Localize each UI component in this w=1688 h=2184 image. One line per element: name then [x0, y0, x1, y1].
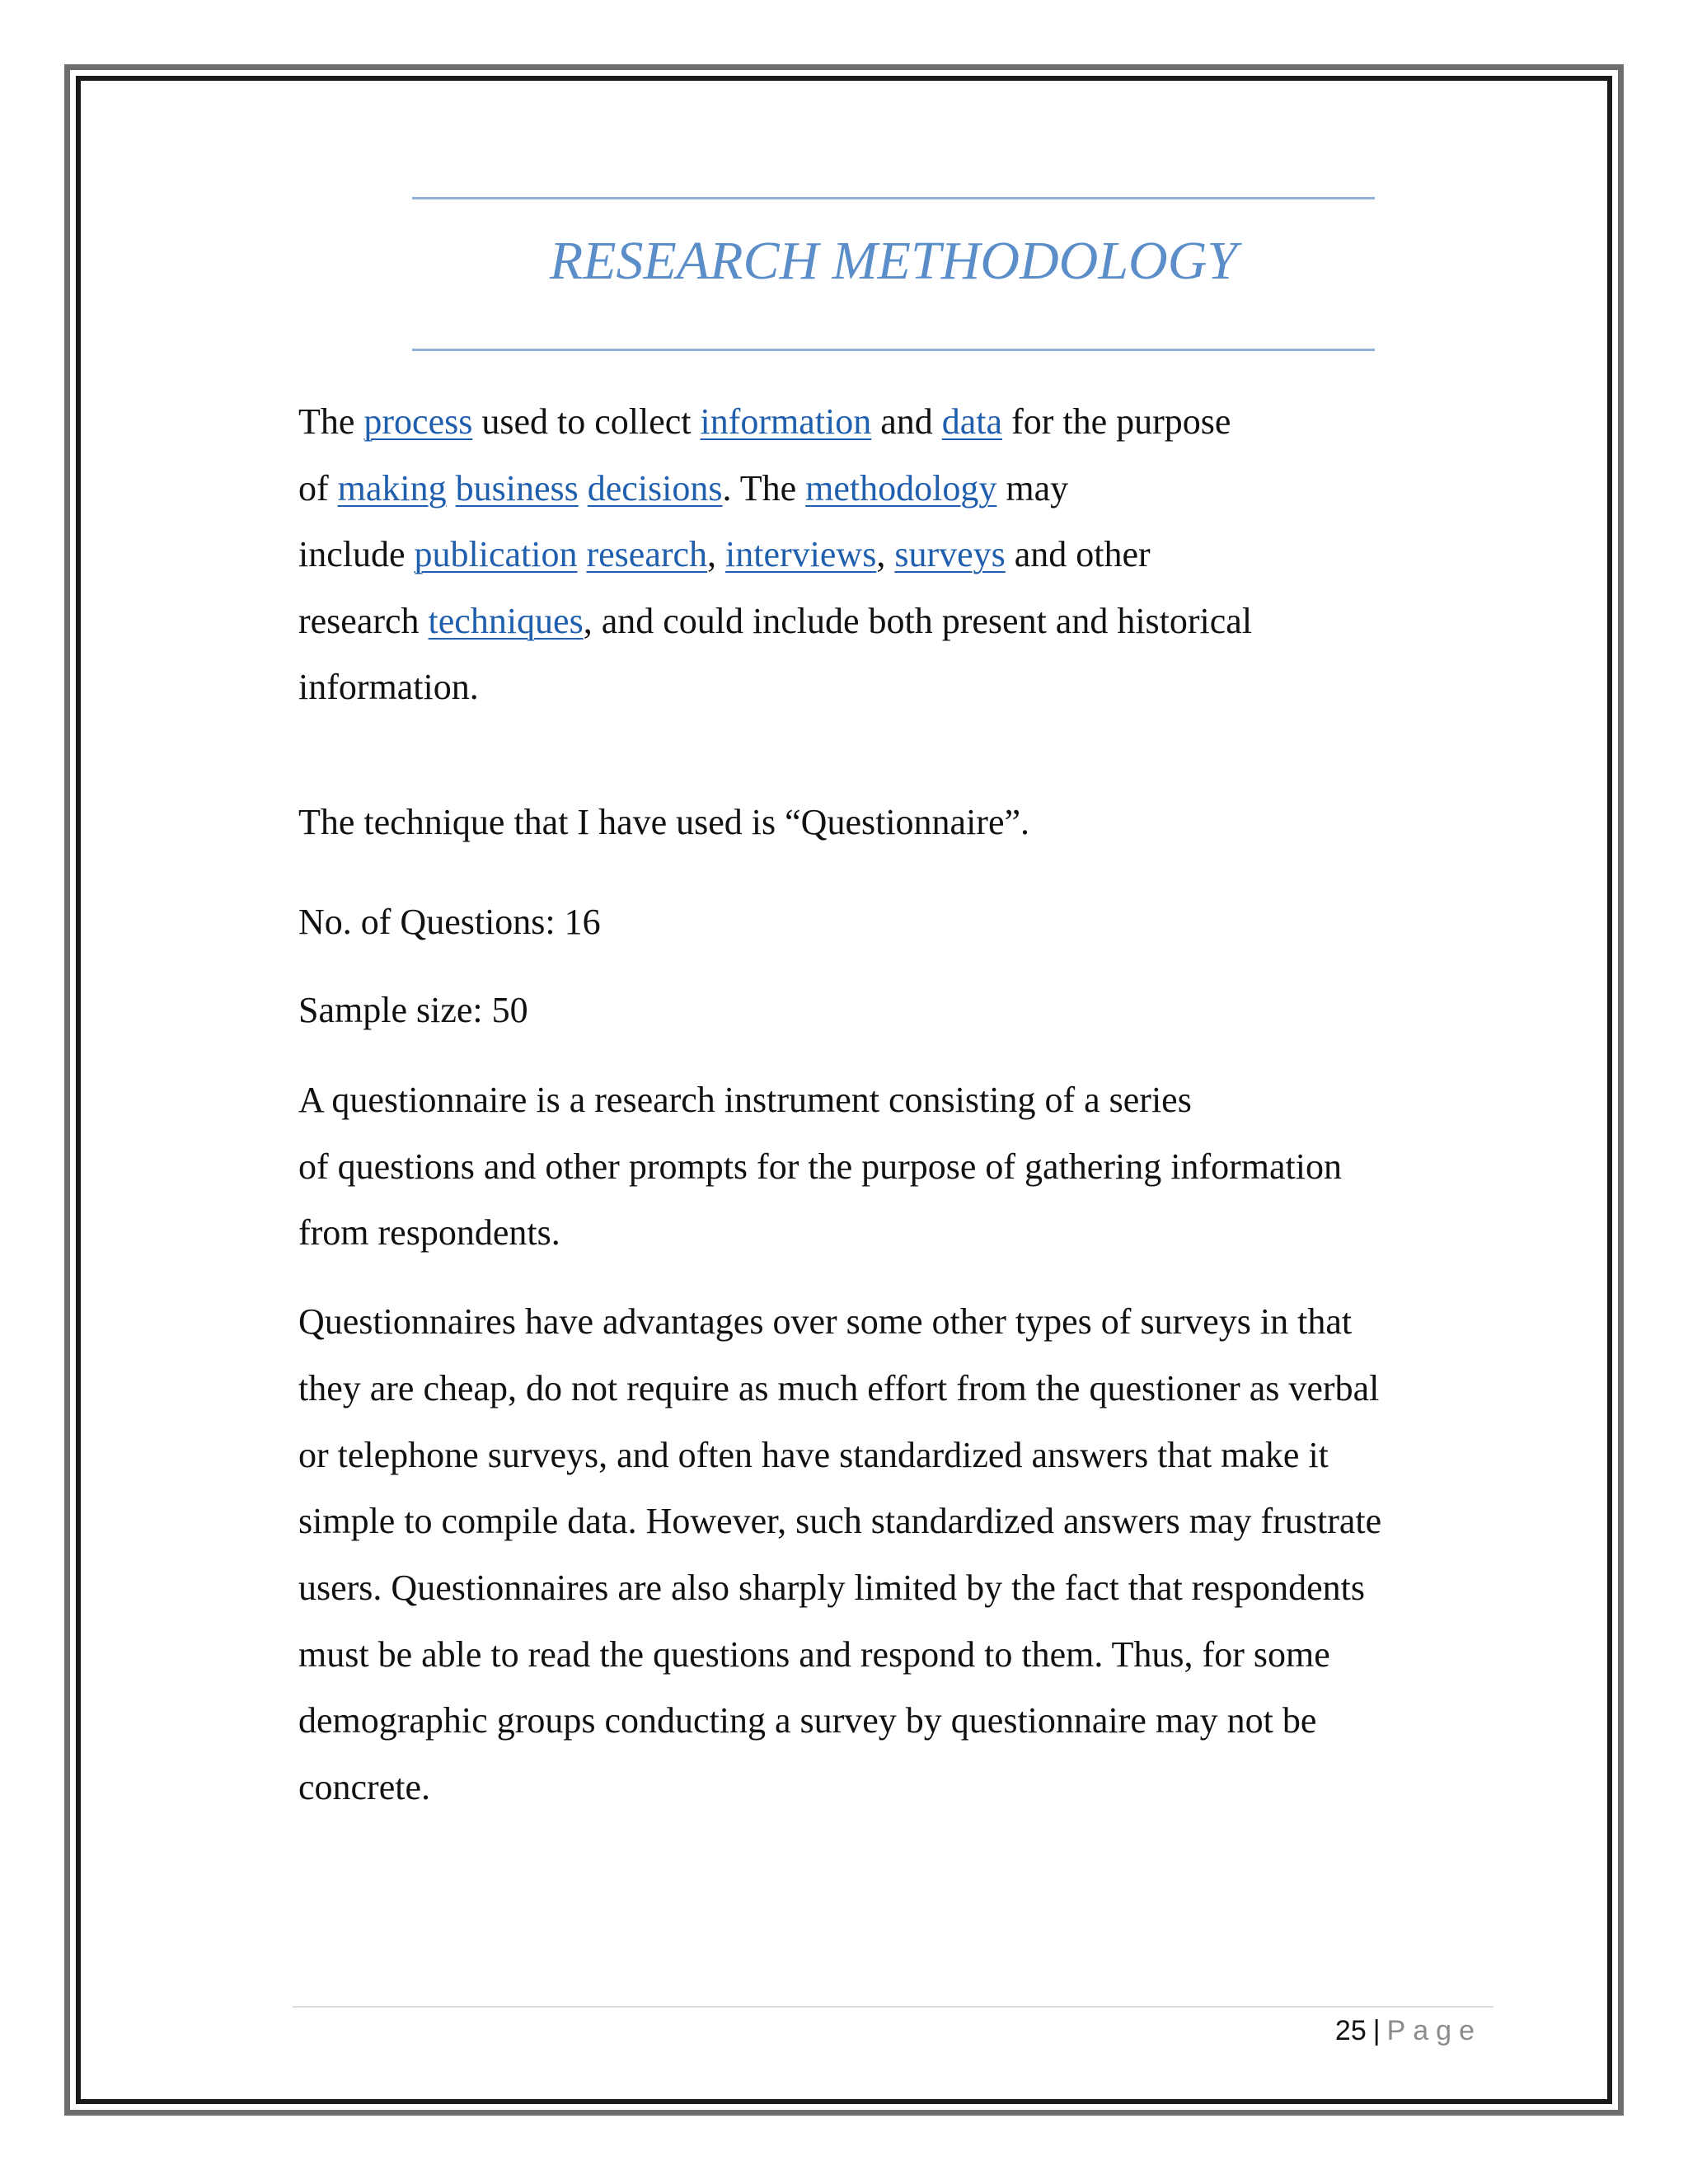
text-span: used to collect [472, 401, 701, 442]
text-span: research [298, 601, 429, 641]
link-interviews[interactable]: interviews [725, 534, 877, 574]
paragraph-3-line-4: simple to compile data. However, such standardized answers may frustrate [298, 1501, 1382, 1541]
paragraph-3-line-7: demographic groups conducting a survey by questionnaire may not be [298, 1700, 1317, 1741]
text-span: , [876, 534, 895, 574]
link-methodology[interactable]: methodology [805, 468, 997, 509]
footer-separator: | [1372, 2015, 1381, 2046]
text-span [577, 534, 586, 574]
paragraph-3-line-1: Questionnaires have advantages over some other types of surveys in that [298, 1301, 1353, 1342]
text-span: for the purpose [1002, 401, 1231, 442]
paragraph-3-line-6: must be able to read the questions and respond to them. Thus, for some [298, 1634, 1330, 1675]
paragraph-1-line-5: information. [298, 667, 479, 707]
link-research[interactable]: research [586, 534, 708, 574]
page-title: RESEARCH METHODOLOGY [549, 231, 1238, 291]
footer-rule [293, 2006, 1493, 2008]
title-rule-top [412, 197, 1375, 199]
link-decisions[interactable]: decisions [587, 468, 723, 509]
text-span: , and could include both present and historical [583, 601, 1253, 641]
text-span: and other [1005, 534, 1151, 574]
link-techniques[interactable]: techniques [428, 601, 584, 641]
paragraph-2-line-3: from respondents. [298, 1212, 560, 1253]
paragraph-3-line-3: or telephone surveys, and often have standardized answers that make it [298, 1435, 1329, 1475]
text-span: , [707, 534, 726, 574]
link-information[interactable]: information [700, 401, 872, 442]
text-span: of [298, 468, 338, 509]
text-span: and [871, 401, 942, 442]
paragraph-3-line-2: they are cheap, do not require as much effort from the questioner as verbal [298, 1368, 1380, 1408]
questions-count-line: No. of Questions: 16 [298, 902, 601, 942]
text-span [579, 468, 588, 509]
link-data[interactable]: data [941, 401, 1003, 442]
paragraph-2-line-2: of questions and other prompts for the purpose of gathering information [298, 1146, 1342, 1187]
paragraph-1-line-4 [298, 598, 1252, 644]
text-span: The [298, 401, 364, 442]
page-footer [1335, 2011, 1482, 2050]
paragraph-2-line-1: A questionnaire is a research instrument consisting of a series [298, 1080, 1192, 1120]
link-business[interactable]: business [455, 468, 579, 509]
link-surveys[interactable]: surveys [894, 534, 1006, 574]
technique-line: The technique that I have used is “Questionnaire”. [298, 802, 1030, 842]
text-span: may [996, 468, 1069, 509]
paragraph-1-line-2 [298, 466, 1068, 512]
text-span: . The [722, 468, 806, 509]
paragraph-3-line-5: users. Questionnaires are also sharply limited by the fact that respondents [298, 1568, 1365, 1608]
paragraph-1-line-1 [298, 399, 1231, 445]
title-rule-bottom [412, 349, 1375, 351]
paragraph-3-line-8: concrete. [298, 1767, 430, 1807]
sample-size-line: Sample size: 50 [298, 990, 528, 1030]
link-publication[interactable]: publication [414, 534, 578, 574]
paragraph-1-line-3 [298, 532, 1151, 578]
link-process[interactable]: process [363, 401, 473, 442]
page-number: 25 [1334, 2015, 1367, 2046]
page-label: Page [1386, 2015, 1482, 2046]
text-span: include [298, 534, 415, 574]
text-span [447, 468, 456, 509]
link-making[interactable]: making [337, 468, 447, 509]
